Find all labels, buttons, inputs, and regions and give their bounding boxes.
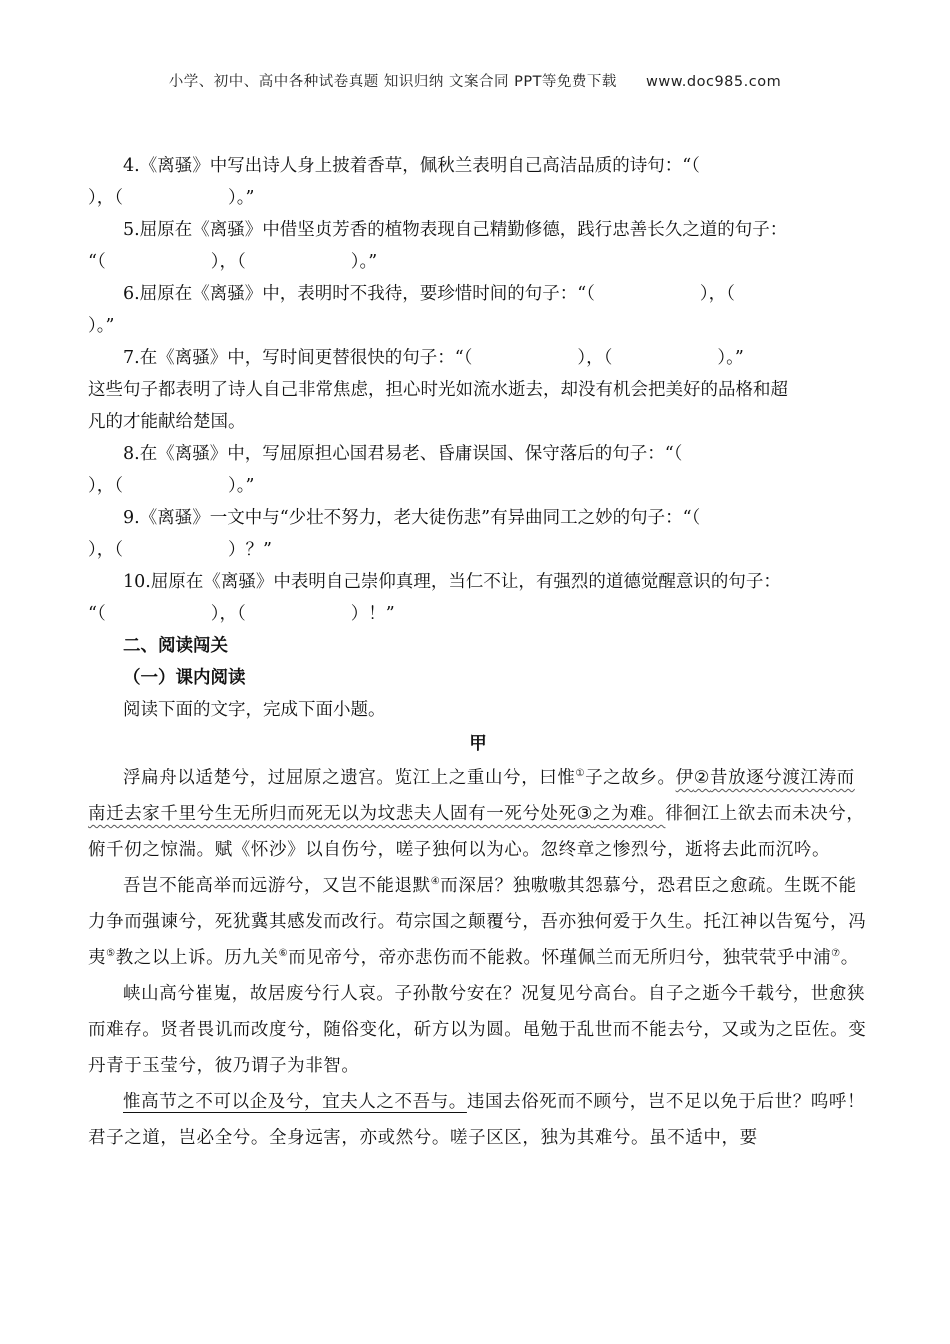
question-line: 10.屈原在《离骚》中表明自己崇仰真理，当仁不让，有强烈的道德觉醒意识的句子：	[123, 572, 781, 592]
question-line: ），（ ）。”	[88, 476, 255, 496]
instruction: 阅读下面的文字，完成下面小题。	[123, 700, 386, 720]
question-line: 凡的才能献给楚国。	[88, 412, 246, 432]
question-line: 9.《离骚》一文中与“少壮不努力，老大徒伤悲”有异曲同工之妙的句子：“（	[123, 508, 701, 528]
question-line: “（ ），（ ）！”	[88, 604, 395, 624]
question-line: 6.屈原在《离骚》中，表明时不我待，要珍惜时间的句子：“（ ），（	[123, 284, 735, 304]
header-text: 小学、初中、高中各种试卷真题 知识归纳 文案合同 PPT等免费下载	[168, 74, 617, 90]
passage-paragraph-4: 惟高节之不可以企及兮，宜夫人之不吾与。违国去俗死而不顾兮，岂不足以免于后世？呜呼！君子之道，岂必全兮。全身远害，亦或然兮。嗟子区区，独为其难兮。虽不适中，要	[88, 1092, 866, 1148]
passage-paragraph-2: 吾岂不能高举而远游兮，又岂不能退默④而深居？独嗷嗷其怨慕兮，恐君臣之愈疏。生既不能力争而强谏兮，死犹冀其感发而改行。苟宗国之颠覆兮，吾亦独何爱于久生。托江神以告冤兮，冯夷⑤教之以上诉。历九关⑥而见帝兮，帝亦悲伤而不能救。怀瑾佩兰而无所归兮，独茕茕乎中浦⑦。	[88, 876, 867, 968]
question-line: 这些句子都表明了诗人自己非常焦虑，担心时光如流水逝去，却没有机会把美好的品格和超	[88, 380, 788, 400]
subsection-title: （一）课内阅读	[123, 668, 246, 688]
question-line: 5.屈原在《离骚》中借坚贞芳香的植物表现自己精勤修德，践行忠善长久之道的句子：	[123, 220, 788, 240]
header-site-link[interactable]: www.doc985.com	[646, 74, 782, 90]
question-line: ），（ ）。”	[88, 188, 255, 208]
question-line: 7.在《离骚》中，写时间更替很快的句子：“（ ），（ ）。”	[123, 348, 744, 368]
question-8	[88, 438, 868, 502]
question-4	[88, 150, 868, 214]
question-7	[88, 342, 868, 438]
question-line: ），（ ）？”	[88, 540, 272, 560]
question-line: 4.《离骚》中写出诗人身上披着香草，佩秋兰表明自己高洁品质的诗句：“（	[123, 156, 700, 176]
underlined-sentence: 惟高节之不可以企及兮，宜夫人之不吾与。	[123, 1092, 467, 1112]
passage-paragraph-3: 峡山高兮崔嵬，故居废兮行人哀。子孙散兮安在？况复见兮高台。自子之逝今千载兮，世愈狭而难存。贤者畏讥而改度兮，随俗变化，斫方以为圆。黾勉于乱世而不能去兮，又或为之臣佐。变丹青于玉莹兮，彼乃谓子为非智。	[88, 984, 867, 1076]
question-5	[88, 214, 868, 278]
question-6	[88, 278, 868, 342]
question-9	[88, 502, 868, 566]
section-title: 二、阅读闯关	[123, 636, 228, 656]
page-header	[0, 70, 950, 91]
passage-title: 甲	[469, 734, 487, 754]
question-line: “（ ），（ ）。”	[88, 252, 378, 272]
question-10	[88, 566, 868, 630]
passage-paragraph-1: 浮扁舟以适楚兮，过屈原之遗宫。览江上之重山兮，曰惟①子之故乡。伊②昔放逐兮渡江涛而南迁去家千里兮生无所归而死无以为坟悲夫人固有一死兮处死③之为难。徘徊江上欲去而未决兮，俯千仞之惊湍。赋《怀沙》以自伤兮，嗟子独何以为心。忽终章之惨烈兮，逝将去此而沉吟。	[88, 768, 865, 860]
wavy-underlined-sentence: 伊②昔放逐兮渡江涛而南迁去家千里兮生无所归而死无以为坟悲夫人固有一死兮处死③之为难。	[88, 768, 855, 824]
document-body	[88, 150, 868, 1156]
question-line: ）。”	[88, 316, 115, 336]
passage	[88, 760, 868, 1156]
question-line: 8.在《离骚》中，写屈原担心国君易老、昏庸误国、保守落后的句子：“（	[123, 444, 683, 464]
